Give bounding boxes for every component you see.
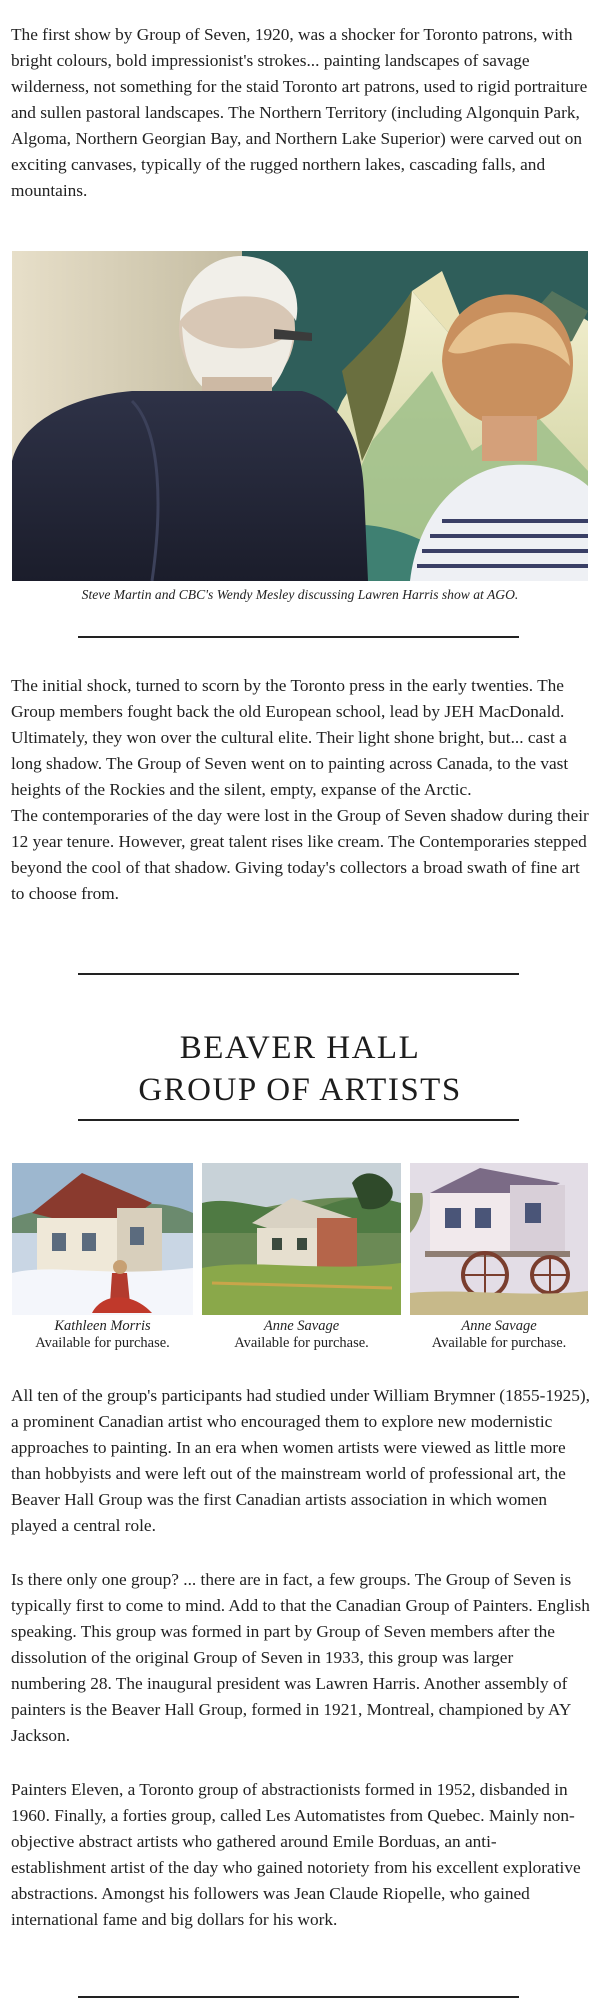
section-divider	[78, 636, 519, 638]
artwork-availability: Available for purchase.	[35, 1335, 170, 1351]
history-paragraph-3: Painters Eleven, a Toronto group of abstractionists formed in 1952, disbanded in 1960. Finally, a forties group, called Les Automatistes from Quebec. Mainly non-objective abstract artists who gathered around Emile Borduas, an anti-establishment artist of the day who gained notoriety from his excellent explorative abstractions. Amongst his followers was Jean Claude Riopelle, who gained international fame and big dollars for his work.	[11, 1780, 581, 1929]
artwork-caption	[12, 1318, 193, 1352]
intro-paragraph: The first show by Group of Seven, 1920, was a shocker for Toronto patrons, with bright colours, bold impressionist's strokes... painting landscapes of savage wilderness, not something for the staid Toronto art patrons, used to rigid portraiture and sullen pastoral landscapes. The Northern Territory (including Algonquin Park, Algoma, Northern Georgian Bay, and Northern Lake Superior) were carved out on exciting canvases, typically of the rugged northern lakes, cascading falls, and mountains.	[11, 25, 588, 200]
artwork-thumbnail[interactable]	[410, 1163, 588, 1315]
artwork-availability: Available for purchase.	[431, 1335, 567, 1351]
ago-exhibition-illustration	[12, 251, 588, 581]
history-paragraph-2: Is there only one group? ... there are in fact, a few groups. The Group of Seven is typically first to come to mind. Add to that the Canadian Group of Painters. English speaking. This group was formed in part by Group of Seven members after the dissolution of the original Group of Seven in 1933, this group was larger numbering 28. The inaugural president was Lawren Harris. Another assembly of painters is the Beaver Hall Group, formed in 1921, Montreal, championed by AY Jackson.	[11, 1570, 590, 1745]
artwork-caption	[410, 1318, 588, 1352]
artwork-availability: Available for purchase.	[234, 1335, 369, 1351]
body-paragraph-1: The initial shock, turned to scorn by the Toronto press in the early twenties. The Group members fought back the old European school, lead by JEH MacDonald. Ultimately, they won over the cultural elite. Their light shone bright, but... cast a long shadow. The Group of Seven went on to painting across Canada, to the vast heights of the Rockies and the silent, empty, expanse of the Arctic.	[11, 676, 569, 799]
ago-exhibition-photo	[12, 251, 588, 581]
farmhouse-painting	[202, 1163, 401, 1315]
artwork-artist: Kathleen Morris	[54, 1318, 151, 1334]
section-heading-line-1: BEAVER HALL	[179, 1030, 421, 1066]
cart-house-painting	[410, 1163, 588, 1315]
artwork-artist: Anne Savage	[263, 1318, 340, 1334]
section-divider	[78, 973, 519, 975]
photo-caption: Steve Martin and CBC's Wendy Mesley discussing Lawren Harris show at AGO.	[81, 587, 519, 602]
artwork-artist: Anne Savage	[461, 1318, 537, 1334]
artwork-thumbnail[interactable]	[202, 1163, 401, 1315]
body-paragraph-2: The contemporaries of the day were lost in the Group of Seven shadow during their 12 year tenure. However, great talent rises like cream. The Contemporaries stepped beyond the cool of that shadow. Giving today's collectors a broad swath of fine art to choose from.	[11, 806, 589, 903]
history-paragraph-1: All ten of the group's participants had studied under William Brymner (1855-1925), a prominent Canadian artist who encouraged them to explore new modernistic approaches to painting. In an era when women artists were viewed as little more than hobbyists and were left out of the mainstream world of professional art, the Beaver Hall Group was the first Canadian artists association in which women played a central role.	[11, 1386, 590, 1535]
artwork-thumbnail[interactable]	[12, 1163, 193, 1315]
section-divider	[78, 1996, 519, 1998]
winter-house-painting	[12, 1163, 193, 1315]
artwork-caption	[202, 1318, 401, 1352]
section-heading-line-2: GROUP OF ARTISTS	[138, 1072, 462, 1108]
section-divider	[78, 1119, 519, 1121]
